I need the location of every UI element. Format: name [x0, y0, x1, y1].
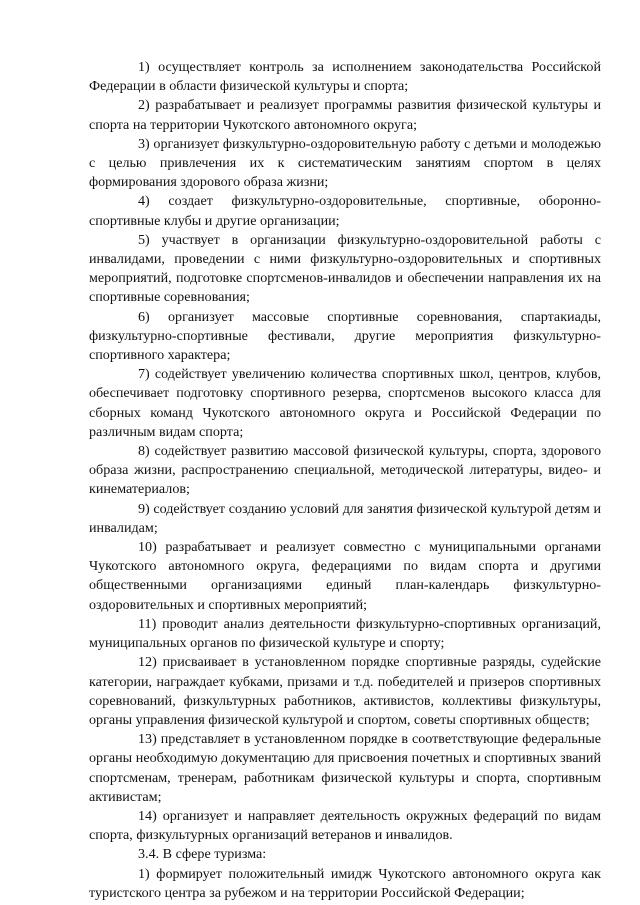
paragraph-item-8: 8) содействует развитию массовой физической культуры, спорта, здорового образа жизни, распространению специальной, методической литературы, видео- и кинематериалов; [89, 443, 601, 498]
paragraph-tourism-item-1: 1) формирует положительный имидж Чукотского автономного округа как туристского центра за рубежом и на территории Российской Федерации; [89, 865, 601, 901]
section-heading-3-4: 3.4. В сфере туризма: [138, 846, 267, 863]
paragraph-item-14: 14) организует и направляет деятельность окружных федераций по видам спорта, физкультурных организаций ветеранов и инвалидов. [89, 807, 601, 844]
paragraph-item-9: 9) содействует созданию условий для занятия физической культурой детям и инвалидам; [89, 500, 601, 536]
paragraph-item-6: 6) организует массовые спортивные соревнования, спартакиады, физкультурно-спортивные фестивали, другие мероприятия физкультурно-спортивного характера; [89, 308, 601, 364]
paragraph-item-7: 7) содействует увеличению количества спортивных школ, центров, клубов, обеспечивает подготовку спортивного резерва, спортсменов высокого класса для сборных команд Чукотского автономного округа и Российской Федерации по различным видам спорта; [89, 366, 601, 440]
paragraph-item-5: 5) участвует в организации физкультурно-оздоровительной работы с инвалидами, проведении с ними физкультурно-оздоровительных и спортивных мероприятий, подготовке спортсменов-инвалидов и обеспечении направления их на спортивные соревнования; [89, 231, 601, 306]
paragraph-item-12: 12) присваивает в установленном порядке спортивные разряды, судейские категории, награждает кубками, призами и т.д. победителей и призеров спортивных соревнований, физкультурных работников, активистов, коллективы физкультуры, органы управления физической культурой и спортом, советы спортивных обществ; [89, 654, 601, 728]
paragraph-item-3: 3) организует физкультурно-оздоровительную работу с детьми и молодежью с целью привлечения их к систематическим занятиям спортом в целях формирования здорового образа жизни; [89, 135, 601, 191]
paragraph-item-10: 10) разрабатывает и реализует совместно с муниципальными органами Чукотского автономного округа, федерациями по видам спорта и другими общественными организациями единый план-календарь физкультурно-оздоровительных и спортивных мероприятий; [89, 539, 601, 613]
paragraph-item-13: 13) представляет в установленном порядке в соответствующие федеральные органы необходимую документацию для присвоения почетных и спортивных званий спортсменам, тренерам, работникам физической культуры и спорта, спортивным активистам; [89, 731, 601, 805]
paragraph-item-1: 1) осуществляет контроль за исполнением законодательства Российской Федерации в области физической культуры и спорта; [89, 59, 601, 95]
paragraph-item-2: 2) разрабатывает и реализует программы развития физической культуры и спорта на территории Чукотского автономного округа; [89, 97, 601, 133]
paragraph-item-4: 4) создает физкультурно-оздоровительные, спортивные, оборонно-спортивные клубы и другие организации; [89, 193, 601, 229]
paragraph-item-11: 11) проводит анализ деятельности физкультурно-спортивных организаций, муниципальных органов по физической культуре и спорту; [89, 615, 601, 652]
document-body [89, 58, 601, 903]
